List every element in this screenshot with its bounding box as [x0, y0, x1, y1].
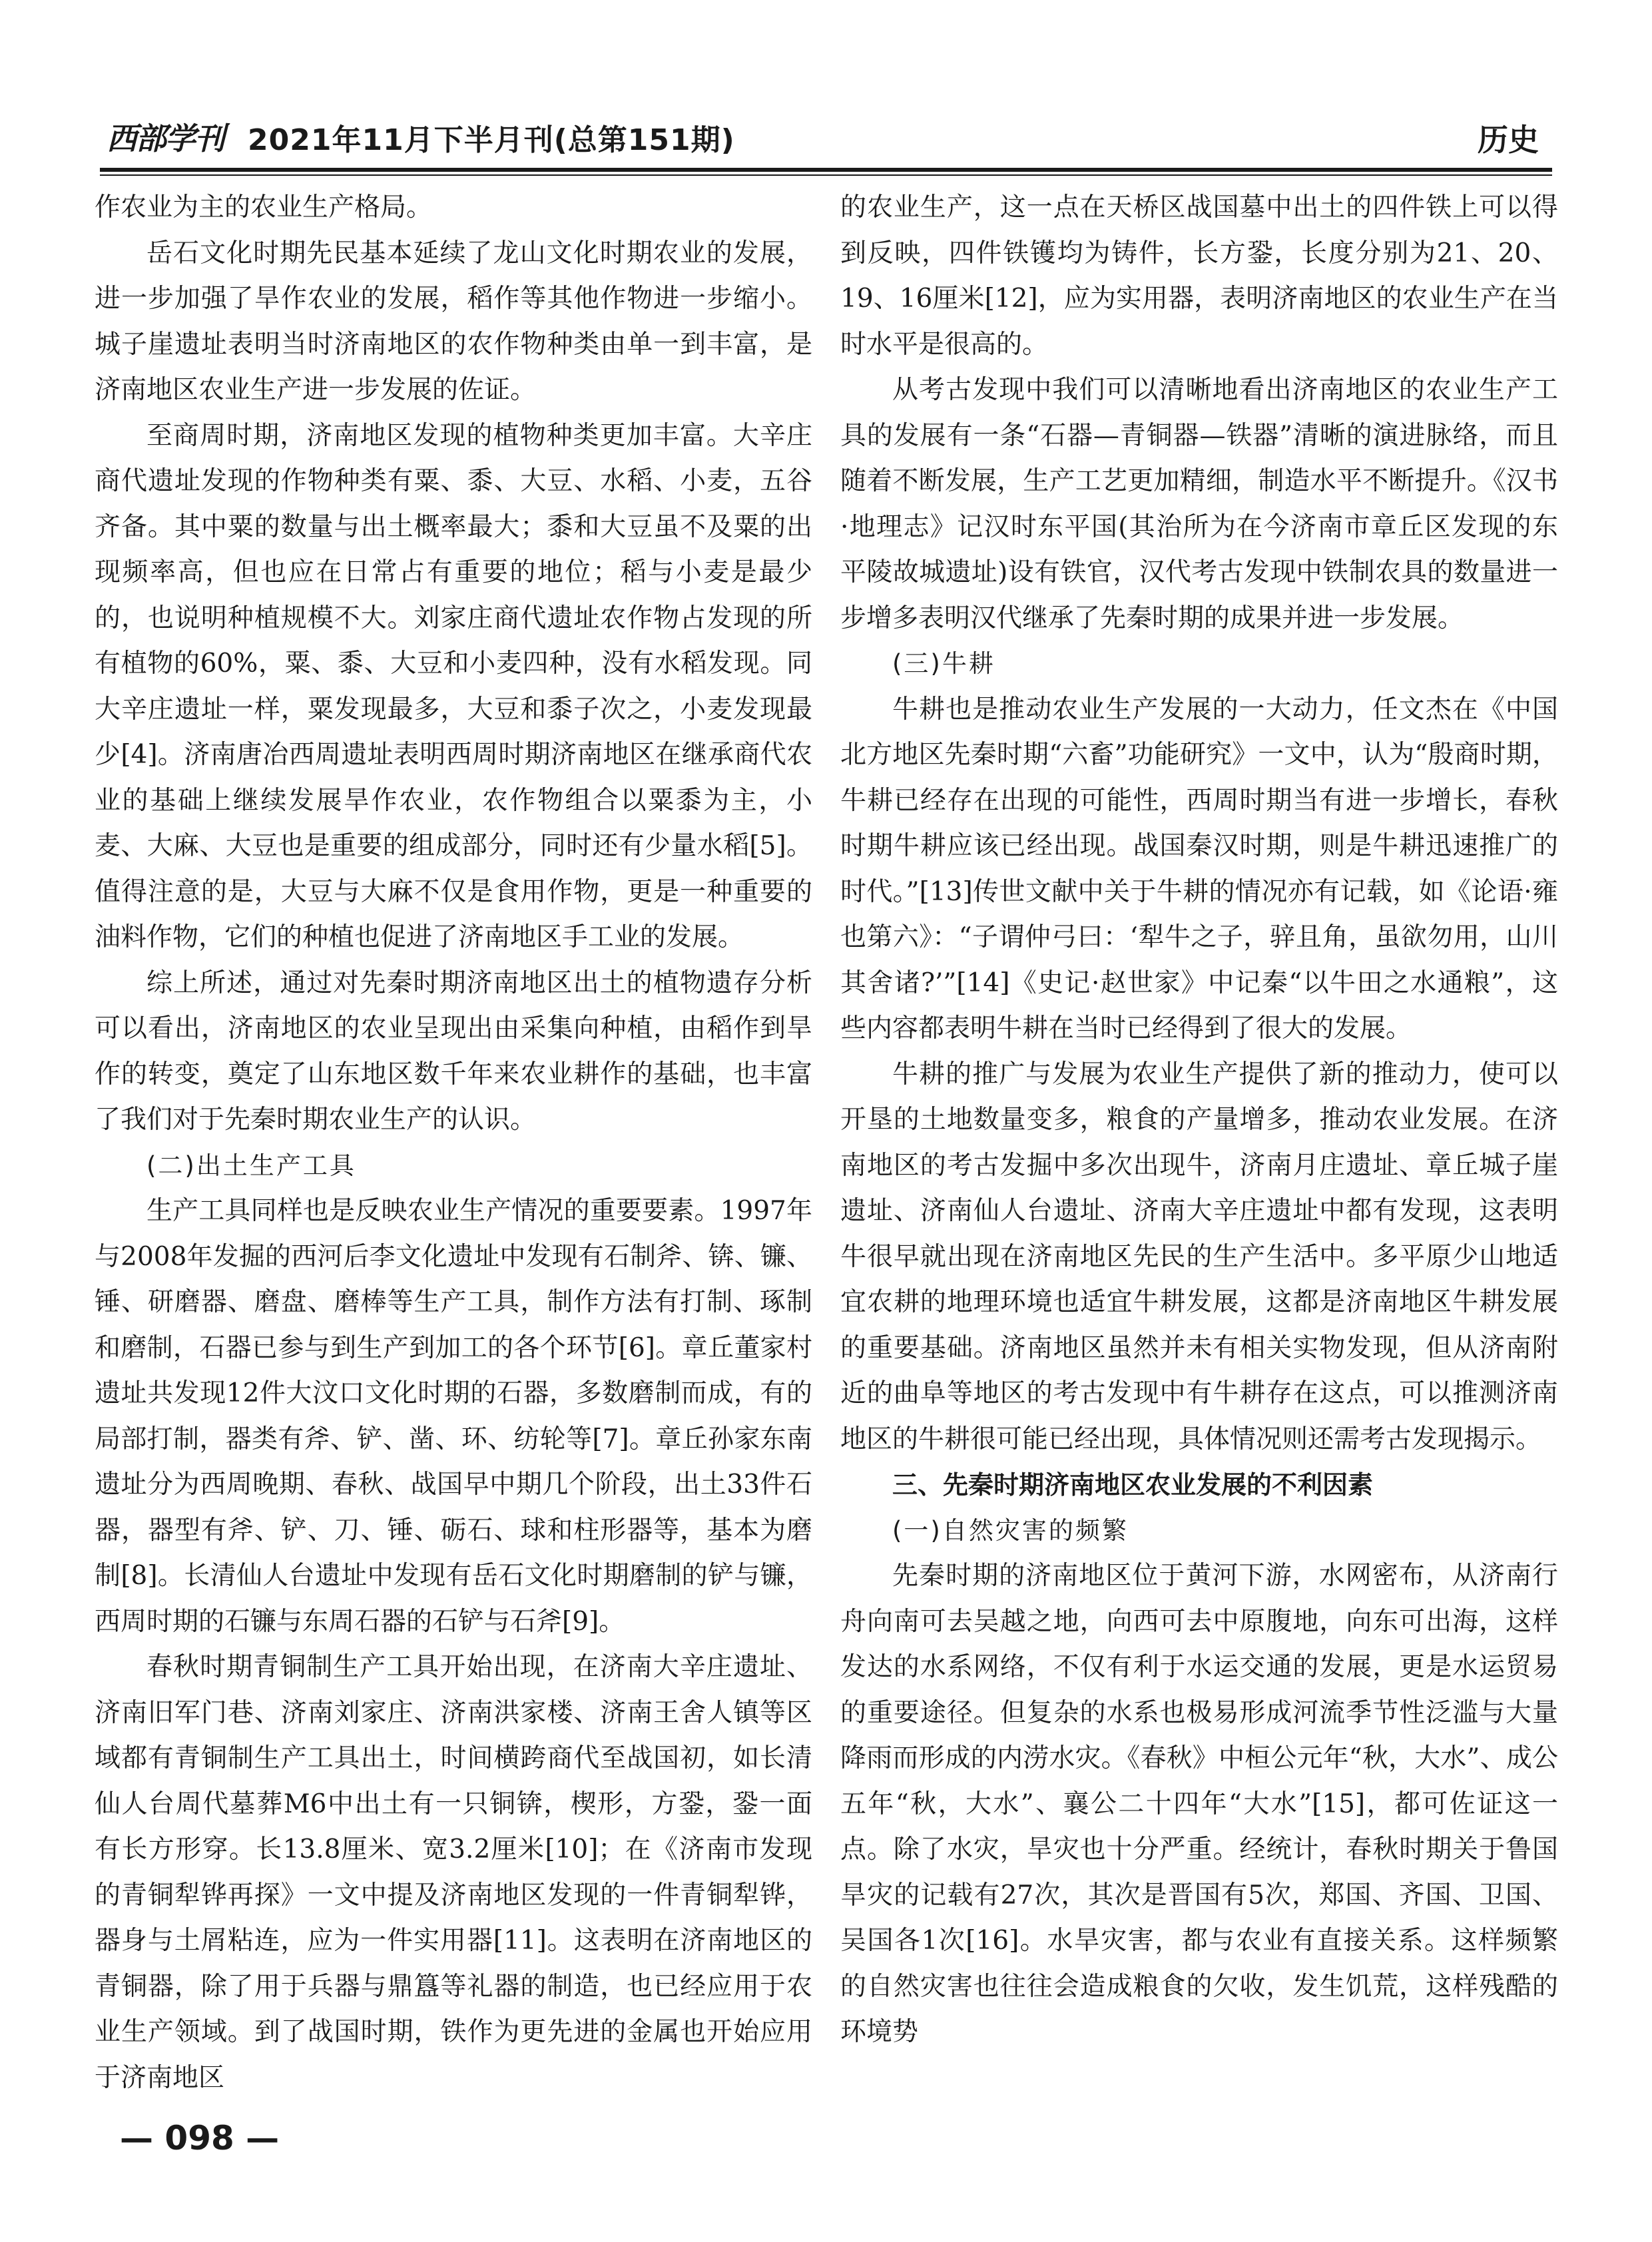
paragraph: 岳石文化时期先民基本延续了龙山文化时期农业的发展，进一步加强了旱作农业的发展，稻作等其他作物进一步缩小。城子崖遗址表明当时济南地区的农作物种类由单一到丰富，是济南地区农业生产进一步发展的佐证。 [95, 238, 812, 405]
paragraph: 牛耕的推广与发展为农业生产提供了新的推动力，使可以开垦的土地数量变多，粮食的产量增多，推动农业发展。在济南地区的考古发掘中多次出现牛，济南月庄遗址、章丘城子崖遗址、济南仙人台遗址、济南大辛庄遗址中都有发现，这表明牛很早就出现在济南地区先民的生产生活中。多平原少山地适宜农耕的地理环境也适宜牛耕发展，这都是济南地区牛耕发展的重要基础。济南地区虽然并未有相关实物发现，但从济南附近的曲阜等地区的考古发现中有牛耕存在这点，可以推测济南地区的牛耕很可能已经出现，具体情况则还需考古发现揭示。 [840, 1059, 1558, 1454]
paragraph: 作农业为主的农业生产格局。 [95, 192, 433, 222]
paragraph: 至商周时期，济南地区发现的植物种类更加丰富。大辛庄商代遗址发现的作物种类有粟、黍、大豆、水稻、小麦，五谷齐备。其中粟的数量与出土概率最大；黍和大豆虽不及粟的出现频率高，但也应在日常占有重要的地位；稻与小麦是最少的，也说明种植规模不大。刘家庄商代遗址农作物占发现的所有植物的60%，粟、黍、大豆和小麦四种，没有水稻发现。同大辛庄遗址一样，粟发现最多，大豆和黍子次之，小麦发现最少[4]。济南唐冶西周遗址表明西周时期济南地区在继承商代农业的基础上继续发展旱作农业，农作物组合以粟黍为主，小麦、大麻、大豆也是重要的组成部分，同时还有少量水稻[5]。值得注意的是，大豆与大麻不仅是食用作物，更是一种重要的油料作物，它们的种植也促进了济南地区手工业的发展。 [95, 420, 812, 952]
paragraph: 春秋时期青铜制生产工具开始出现，在济南大辛庄遗址、济南旧军门巷、济南刘家庄、济南洪家楼、济南王舍人镇等区域都有青铜制生产工具出土，时间横跨商代至战国初，如长清仙人台周代墓葬M6中出土有一只铜锛，楔形，方銎，銎一面有长方形穿。长13.8厘米、宽3.2厘米[10]；在《济南市发现的青铜犁铧再探》一文中提及济南地区发现的一件青铜犁铧，器身与土屑粘连，应为一件实用器[11]。这表明在济南地区的青铜器，除了用于兵器与鼎簋等礼器的制造，也已经应用于农业生产领域。到了战国时期，铁作为更先进的金属也开始应用于济南地区 [95, 1652, 812, 2093]
right-column [840, 185, 1558, 2056]
issue-info: 2021年11月下半月刊(总第151期) [248, 123, 735, 157]
journal-logo: 西部学刊 [107, 121, 224, 156]
subsection-heading: (一)自然灾害的频繁 [892, 1516, 1129, 1545]
section-heading: 三、先秦时期济南地区农业发展的不利因素 [892, 1470, 1374, 1500]
left-column [95, 185, 812, 2101]
paragraph: 从考古发现中我们可以清晰地看出济南地区的农业生产工具的发展有一条“石器—青铜器—铁器”清晰的演进脉络，而且随着不断发展，生产工艺更加精细，制造水平不断提升。《汉书·地理志》记汉时东平国(其治所为在今济南市章丘区发现的东平陵故城遗址)设有铁官，汉代考古发现中铁制农具的数量进一步增多表明汉代继承了先秦时期的成果并进一步发展。 [840, 375, 1558, 633]
page-header [100, 112, 1552, 165]
paragraph: 牛耕也是推动农业生产发展的一大动力，任文杰在《中国北方地区先秦时期“六畜”功能研究》一文中，认为“殷商时期，牛耕已经存在出现的可能性，西周时期当有进一步增长，春秋时期牛耕应该已经出现。战国秦汉时期，则是牛耕迅速推广的时代。”[13]传世文献中关于牛耕的情况亦有记载，如《论语·雍也第六》：“子谓仲弓曰：‘犁牛之子，骍且角，虽欲勿用，山川其舍诸?’”[14]《史记·赵世家》中记秦“以牛田之水通粮”，这些内容都表明牛耕在当时已经得到了很大的发展。 [840, 694, 1558, 1043]
header-rule-thick [100, 168, 1552, 172]
subsection-heading: (三)牛耕 [892, 649, 995, 678]
paragraph: 的农业生产，这一点在天桥区战国墓中出土的四件铁上可以得到反映，四件铁镬均为铸件，长方銎，长度分别为21、20、19、16厘米[12]，应为实用器，表明济南地区的农业生产在当时水平是很高的。 [840, 192, 1558, 360]
paragraph: 先秦时期的济南地区位于黄河下游，水网密布，从济南行舟向南可去吴越之地，向西可去中原腹地，向东可出海，这样发达的水系网络，不仅有利于水运交通的发展，更是水运贸易的重要途径。但复杂的水系也极易形成河流季节性泛滥与大量降雨而形成的内涝水灾。《春秋》中桓公元年“秋，大水”、成公五年“秋，大水”、襄公二十四年“大水”[15]，都可佐证这一点。除了水灾，旱灾也十分严重。经统计，春秋时期关于鲁国旱灾的记载有27次，其次是晋国有5次，郑国、齐国、卫国、吴国各1次[16]。水旱灾害，都与农业有直接关系。这样频繁的自然灾害也往往会造成粮食的欠收，发生饥荒，这样残酷的环境势 [840, 1561, 1558, 2047]
paragraph: 综上所述，通过对先秦时期济南地区出土的植物遗存分析可以看出，济南地区的农业呈现出由采集向种植，由稻作到旱作的转变，奠定了山东地区数千年来农业耕作的基础，也丰富了我们对于先秦时期农业生产的认识。 [95, 968, 812, 1135]
section-label: 历史 [1478, 122, 1539, 158]
page-number: — 098 — [120, 2119, 280, 2157]
subsection-heading: (二)出土生产工具 [146, 1151, 356, 1180]
header-rule-thin [100, 174, 1552, 176]
paragraph: 生产工具同样也是反映农业生产情况的重要要素。1997年与2008年发掘的西河后李文化遗址中发现有石制斧、锛、镰、锤、研磨器、磨盘、磨棒等生产工具，制作方法有打制、琢制和磨制，石器已参与到生产到加工的各个环节[6]。章丘董家村遗址共发现12件大汶口文化时期的石器，多数磨制而成，有的局部打制，器类有斧、铲、凿、环、纺轮等[7]。章丘孙家东南遗址分为西周晚期、春秋、战国早中期几个阶段，出土33件石器，器型有斧、铲、刀、锤、砺石、球和柱形器等，基本为磨制[8]。长清仙人台遗址中发现有岳石文化时期磨制的铲与镰，西周时期的石镰与东周石器的石铲与石斧[9]。 [95, 1196, 812, 1637]
